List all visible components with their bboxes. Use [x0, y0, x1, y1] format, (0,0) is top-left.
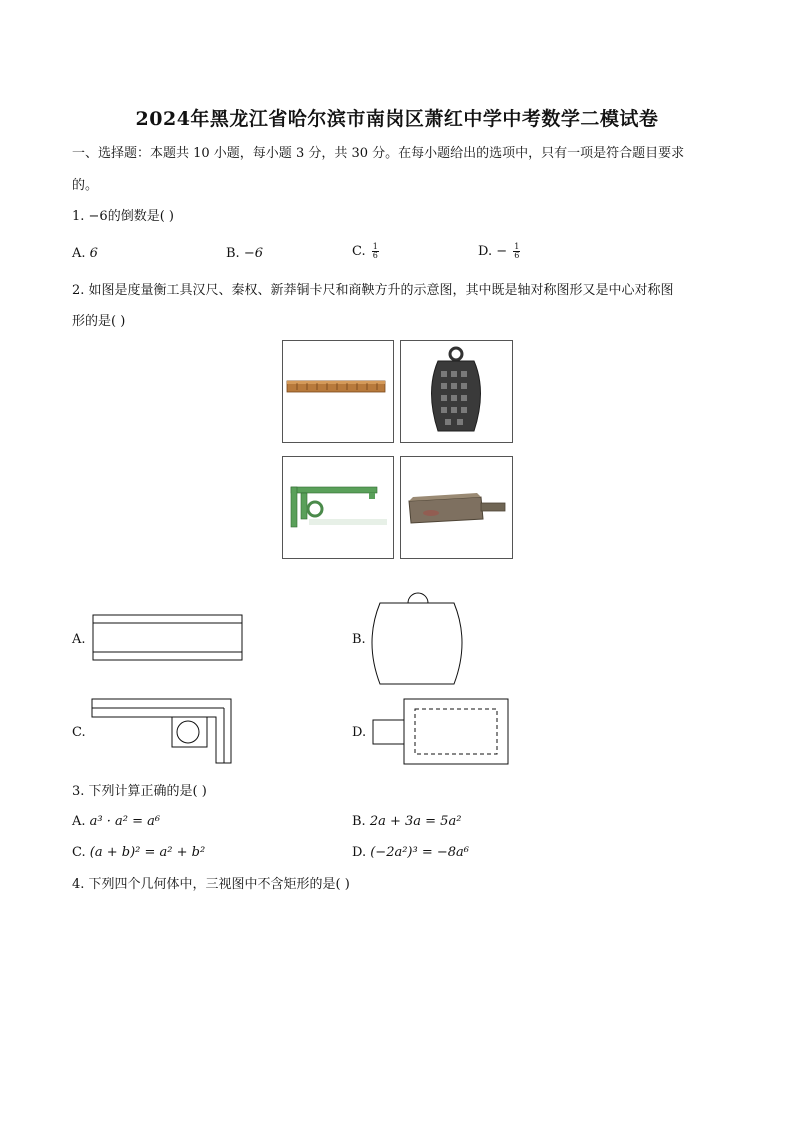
- q2-option-a-label[interactable]: A.: [72, 632, 86, 647]
- q3-option-b-label: B.: [352, 814, 366, 829]
- bronze-caliper-photo: [282, 456, 394, 559]
- q1-option-d[interactable]: [478, 243, 520, 260]
- q1-option-d-fraction: [513, 243, 520, 260]
- q4-stem: 4. 下列四个几何体中，三视图中不含矩形的是( ): [72, 877, 350, 892]
- q1-option-d-label: D.: [478, 244, 493, 259]
- q1-option-c-label: C.: [352, 244, 366, 259]
- fraction-numerator: 1: [514, 242, 520, 251]
- fraction-denominator: 6: [372, 251, 378, 260]
- q1-option-a-label: A.: [72, 246, 86, 261]
- fraction-numerator: 1: [372, 242, 378, 251]
- q3-option-a-label: A.: [72, 814, 86, 829]
- page-title: 2024年黑龙江省哈尔滨市南岗区萧红中学中考数学二模试卷: [135, 108, 659, 130]
- q3-option-c-label: C.: [72, 845, 86, 860]
- q3-stem: 3. 下列计算正确的是( ): [72, 784, 207, 799]
- q2-option-d-measure-figure[interactable]: [371, 698, 511, 766]
- q3-option-d[interactable]: [352, 846, 469, 859]
- q3-option-c[interactable]: [72, 846, 205, 859]
- q1-option-b-label: B.: [226, 246, 240, 261]
- q3-option-b[interactable]: [352, 815, 461, 828]
- q2-option-c-label[interactable]: C.: [72, 725, 86, 740]
- q3-option-d-value: (−2a²)³ = −8a⁶: [370, 845, 469, 860]
- section-instructions-line1: 一、选择题：本题共 10 小题，每小题 3 分，共 30 分。在每小题给出的选项中，只有一项是符合题目要求: [72, 146, 685, 161]
- fraction-denominator: 6: [514, 251, 520, 260]
- shang-yang-measure-photo: [400, 456, 513, 559]
- q1-option-b[interactable]: [226, 247, 263, 260]
- q2-stem-line2: 形的是( ): [72, 314, 126, 329]
- q2-option-b-weight-figure[interactable]: [370, 592, 464, 686]
- q1-option-a[interactable]: [72, 247, 98, 260]
- q2-option-b-label[interactable]: B.: [352, 632, 366, 647]
- q3-option-d-label: D.: [352, 845, 367, 860]
- q3-option-a-value: a³ · a² = a⁶: [89, 814, 161, 829]
- q2-option-d-label[interactable]: D.: [352, 725, 367, 740]
- q3-option-b-value: 2a + 3a = 5a²: [369, 814, 462, 829]
- q2-option-a-ruler-figure[interactable]: [92, 614, 244, 662]
- q2-stem-line1: 2. 如图是度量衡工具汉尺、秦权、新莽铜卡尺和商鞅方升的示意图，其中既是轴对称图形又是中心对称图: [72, 283, 674, 298]
- q1-option-d-sign: −: [496, 244, 508, 259]
- q1-option-c-fraction: [372, 243, 379, 260]
- q1-option-c[interactable]: [352, 243, 379, 260]
- q2-option-c-caliper-figure[interactable]: [90, 697, 234, 765]
- han-ruler-photo: [282, 340, 394, 443]
- qin-weight-photo: [400, 340, 513, 443]
- q3-option-a[interactable]: [72, 815, 160, 828]
- q3-option-c-value: (a + b)² = a² + b²: [89, 845, 206, 860]
- q1-option-a-value: 6: [89, 246, 98, 261]
- q1-option-b-value: −6: [243, 246, 263, 261]
- section-instructions-line2: 的。: [72, 178, 99, 193]
- q1-stem: 1. −6的倒数是( ): [72, 209, 174, 224]
